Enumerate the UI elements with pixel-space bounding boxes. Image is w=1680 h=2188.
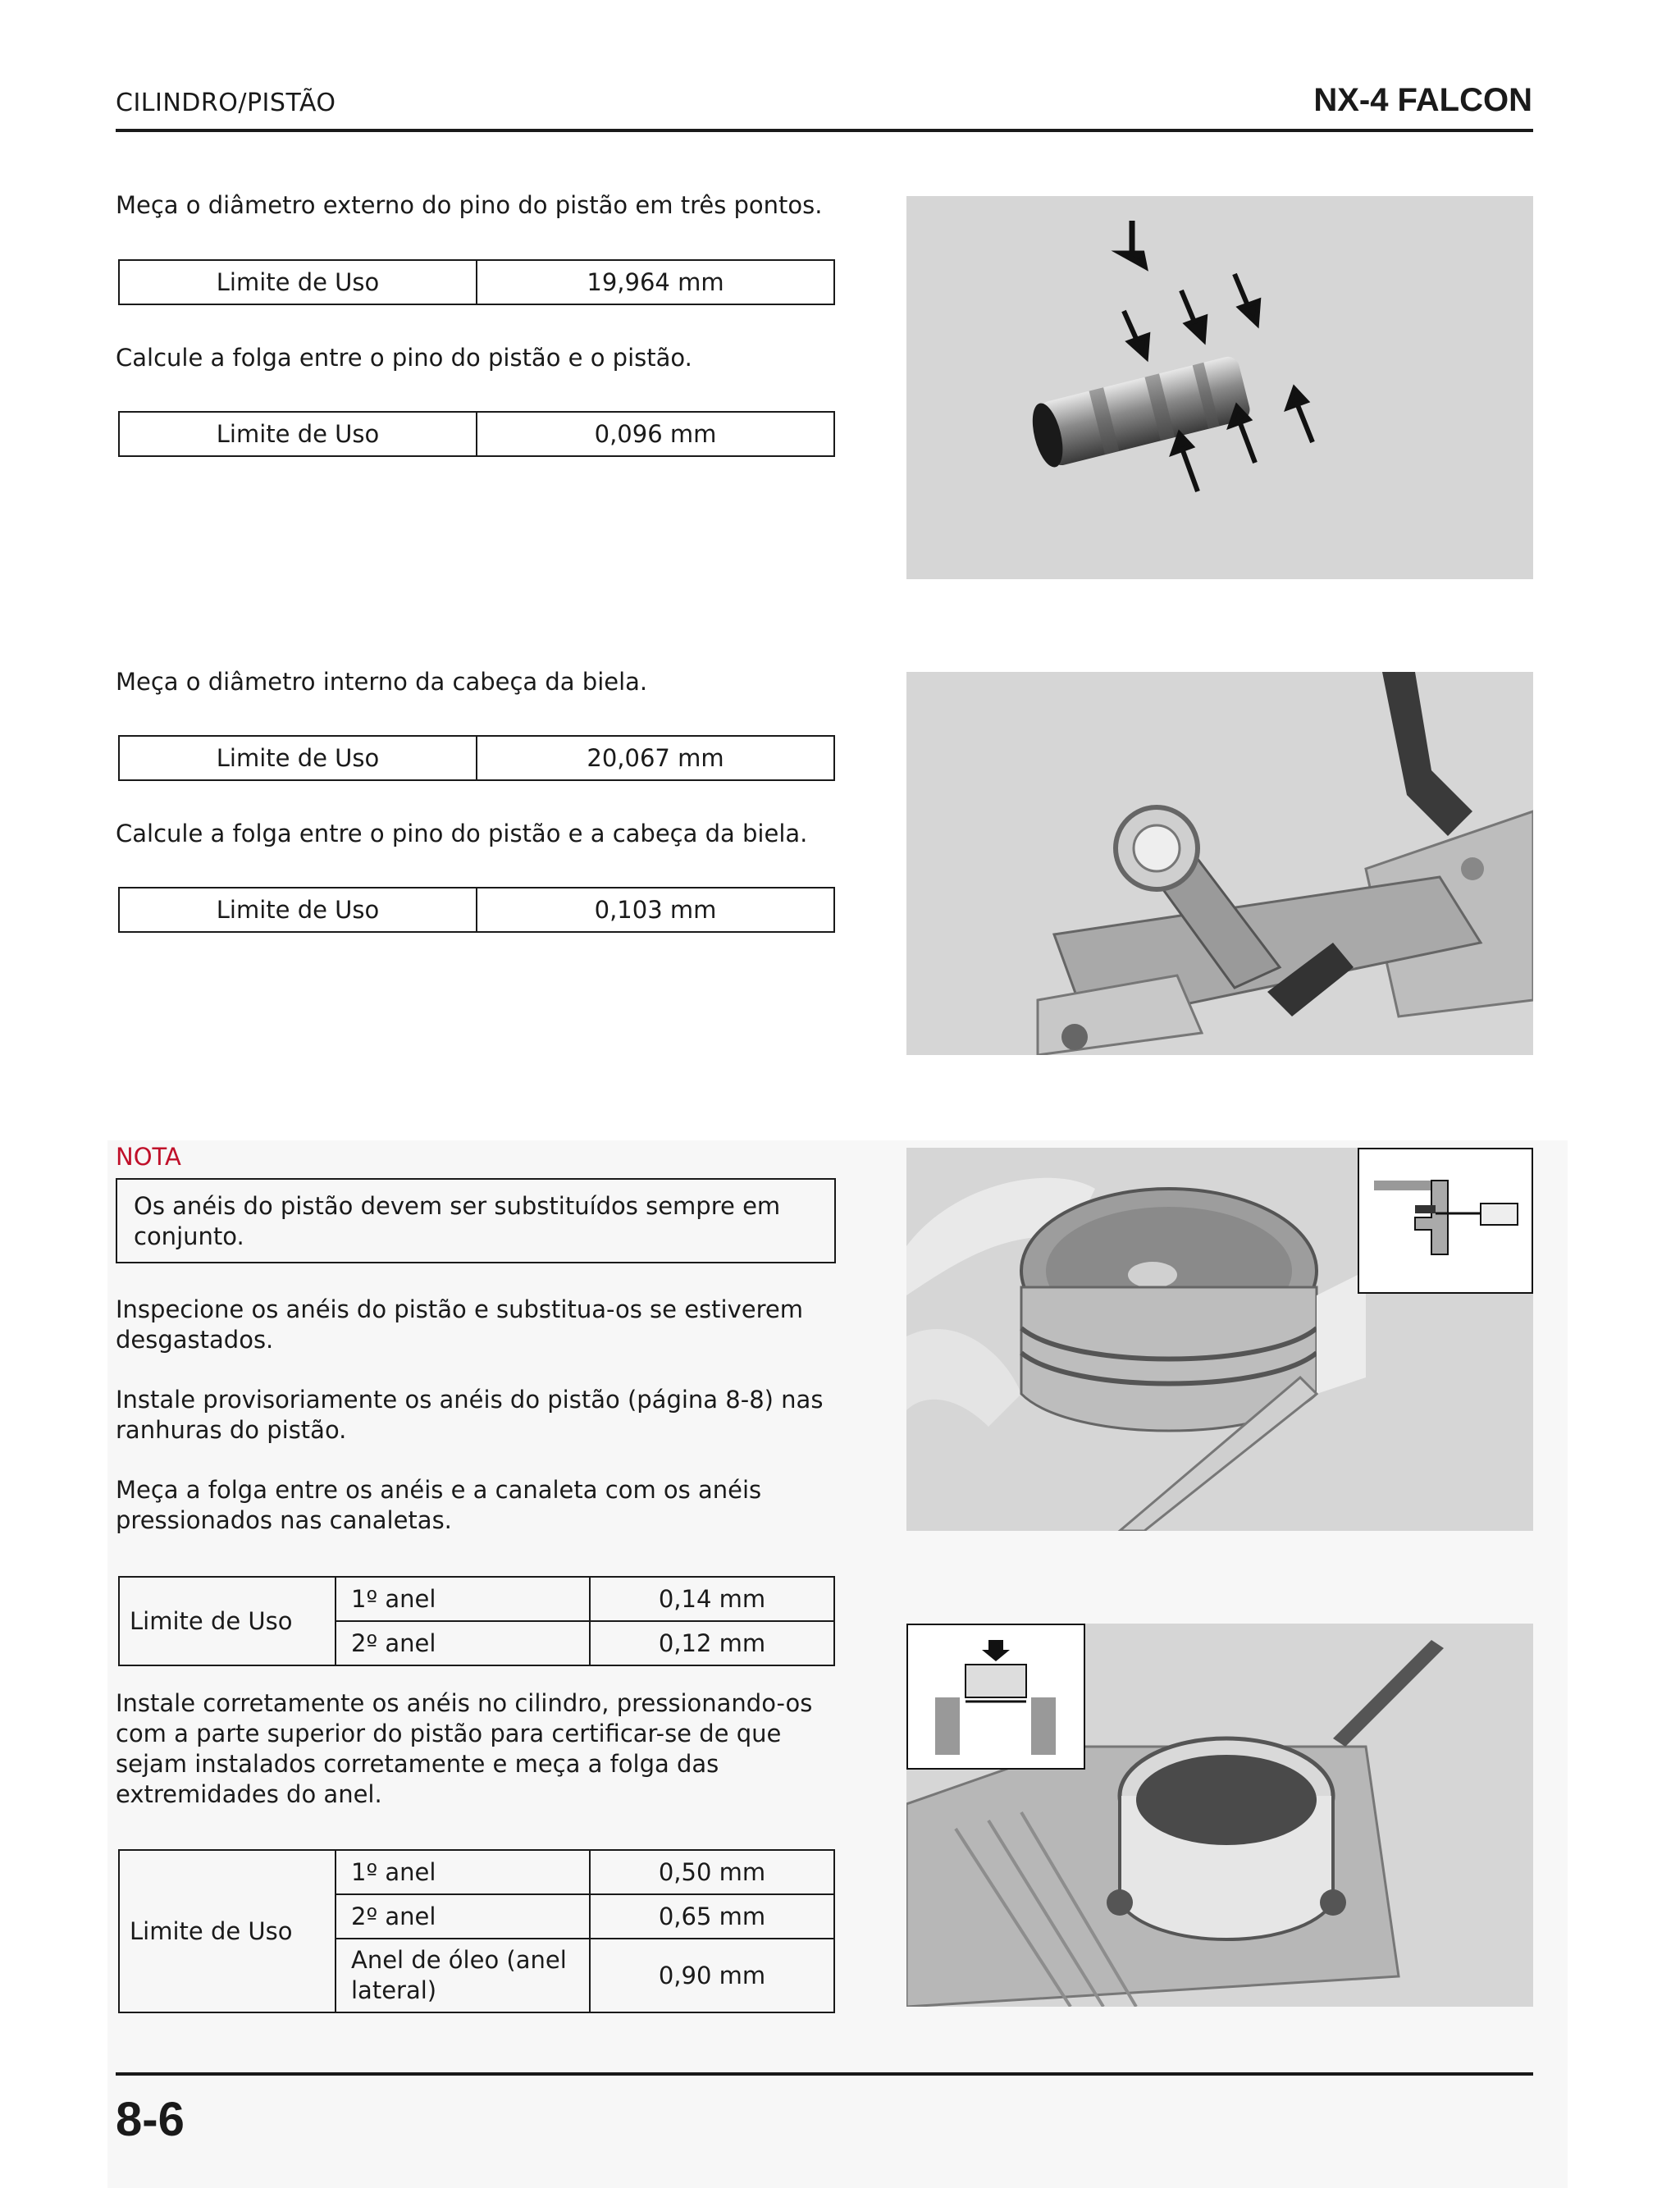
- inspect-rings-text: Inspecione os anéis do pistão e substitua-os se estiverem desgastados.: [116, 1295, 803, 1354]
- rod-id-limit-label: Limite de Uso: [119, 736, 477, 780]
- pin-clearance-instruction: Calcule a folga entre o pino do pistão e o pistão.: [116, 344, 692, 372]
- note-text: Os anéis do pistão devem ser substituídos sempre em conjunto.: [134, 1192, 781, 1250]
- rod-clearance-instruction: Calcule a folga entre o pino do pistão e a cabeça da biela.: [116, 820, 808, 847]
- pin-clearance-limit-value: 0,096 mm: [477, 412, 834, 456]
- pin-od-instruction: Meça o diâmetro externo do pino do pistão em três pontos.: [116, 191, 823, 219]
- rod-id-limit-value: 20,067 mm: [477, 736, 834, 780]
- ring-end-gap-instruction: Instale corretamente os anéis no cilindro, pressionando-os com a parte superior do pistão para certificar-se de que sejam instalados corretamente e meça a folga das extremidades do anel.: [116, 1689, 813, 1808]
- note-box: [116, 1178, 836, 1263]
- rod-clearance-table: [118, 887, 835, 933]
- piston-pin-photo: [906, 196, 1533, 579]
- ring-groove-ring-2: 2º anel: [336, 1621, 590, 1665]
- note-title: NOTA: [116, 1143, 181, 1171]
- ring-side-clearance-photo: [906, 1148, 1533, 1531]
- ring-end-gap-photo: [906, 1624, 1533, 2007]
- ring-groove-instruction: Meça a folga entre os anéis e a canaleta com os anéis pressionados nas canaletas.: [116, 1476, 762, 1534]
- ring-end-gap-ring-3: Anel de óleo (anel lateral): [336, 1939, 590, 2012]
- ring-end-gap-limit-label: Limite de Uso: [119, 1850, 336, 2012]
- ring-groove-table: [118, 1576, 835, 1666]
- pin-od-limit-label: Limite de Uso: [119, 260, 477, 304]
- rod-clearance-limit-value: 0,103 mm: [477, 888, 834, 932]
- header-rule: [116, 129, 1533, 132]
- pin-od-limit-value: 19,964 mm: [477, 260, 834, 304]
- rod-clearance-limit-label: Limite de Uso: [119, 888, 477, 932]
- ring-groove-value-1: 0,14 mm: [590, 1577, 834, 1621]
- section-title: CILINDRO/PISTÃO: [116, 89, 336, 117]
- connecting-rod-photo: [906, 672, 1533, 1055]
- ring-end-gap-table: [118, 1849, 835, 2013]
- model-title: NX-4 FALCON: [1313, 82, 1532, 118]
- rod-id-table: [118, 735, 835, 781]
- pin-clearance-limit-label: Limite de Uso: [119, 412, 477, 456]
- install-rings-text: Instale provisoriamente os anéis do pistão (página 8-8) nas ranhuras do pistão.: [116, 1386, 824, 1444]
- ring-end-gap-value-1: 0,50 mm: [590, 1850, 834, 1894]
- ring-end-gap-value-2: 0,65 mm: [590, 1894, 834, 1939]
- footer-rule: [116, 2072, 1533, 2076]
- ring-end-gap-ring-2: 2º anel: [336, 1894, 590, 1939]
- pin-clearance-table: [118, 411, 835, 457]
- rod-id-instruction: Meça o diâmetro interno da cabeça da biela.: [116, 668, 648, 696]
- pin-od-table: [118, 259, 835, 305]
- ring-groove-ring-1: 1º anel: [336, 1577, 590, 1621]
- ring-end-gap-value-3: 0,90 mm: [590, 1939, 834, 2012]
- page-number: 8-6: [116, 2093, 185, 2146]
- ring-groove-value-2: 0,12 mm: [590, 1621, 834, 1665]
- ring-groove-limit-label: Limite de Uso: [119, 1577, 336, 1665]
- ring-end-gap-ring-1: 1º anel: [336, 1850, 590, 1894]
